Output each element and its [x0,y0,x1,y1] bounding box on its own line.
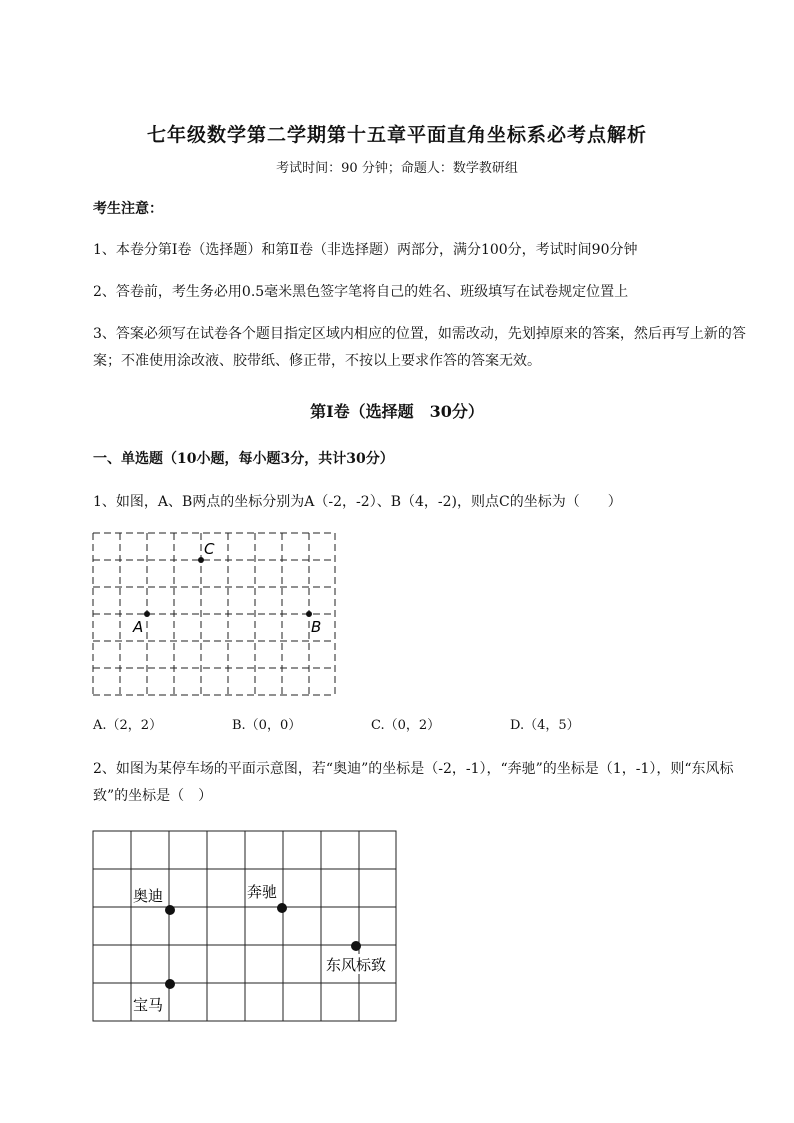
label-dongfeng: 东风标致 [326,956,387,974]
page-title: 七年级数学第二学期第十五章平面直角坐标系必考点解析 [146,124,647,146]
notice-item-3: 3、答案必须写在试卷各个题目指定区域内相应的位置，如需改动，先划掉原来的答案，然后再写上新的答案；不准使用涂改液、胶带纸、修正带，不按以上要求作答的答案无效。 [93,326,746,369]
option-c[interactable]: C.（0，2） [371,718,441,733]
question-1-grid-figure [92,532,338,698]
section-heading: 一、单选题（10小题，每小题3分，共计30分） [93,451,394,467]
label-a: A [133,618,144,636]
question-1-stem: 1、如图，A、B两点的坐标分别为A（-2，-2）、B（4，-2)，则点C的坐标为（ ） [93,494,622,510]
question-2-stem: 2、如图为某停车场的平面示意图，若“奥迪”的坐标是（-2，-1），“奔驰”的坐标是（1，-1），则“东风标致”的坐标是（ ） [93,761,734,804]
label-audi: 奥迪 [133,887,164,905]
notice-item-1: 1、本卷分第Ⅰ卷（选择题）和第Ⅱ卷（非选择题）两部分，满分100分，考试时间90分钟 [93,242,638,258]
question-1-options [93,714,713,733]
point-benz [277,903,287,913]
point-bmw [165,979,175,989]
notice-item-2: 2、答卷前，考生务必用0.5毫米黑色签字笔将自己的姓名、班级填写在试卷规定位置上 [93,284,629,300]
label-bmw: 宝马 [133,996,164,1014]
exam-info: 考试时间：90 分钟；命题人：数学教研组 [276,161,518,176]
part1-title: 第Ⅰ卷（选择题 30分） [310,402,484,421]
label-b: B [311,618,322,636]
solid-grid [93,831,396,1021]
point-a [144,611,150,617]
option-a[interactable]: A.（2，2） [93,718,163,733]
label-benz: 奔驰 [247,883,278,901]
option-b[interactable]: B.（0，0） [232,718,302,733]
point-dongfeng [351,941,361,951]
point-audi [165,905,175,915]
notice-heading: 考生注意： [93,201,163,217]
option-d[interactable]: D.（4，5） [510,718,580,733]
point-b [306,611,312,617]
label-c: C [204,540,215,558]
question-2-parking-figure [92,830,400,1025]
